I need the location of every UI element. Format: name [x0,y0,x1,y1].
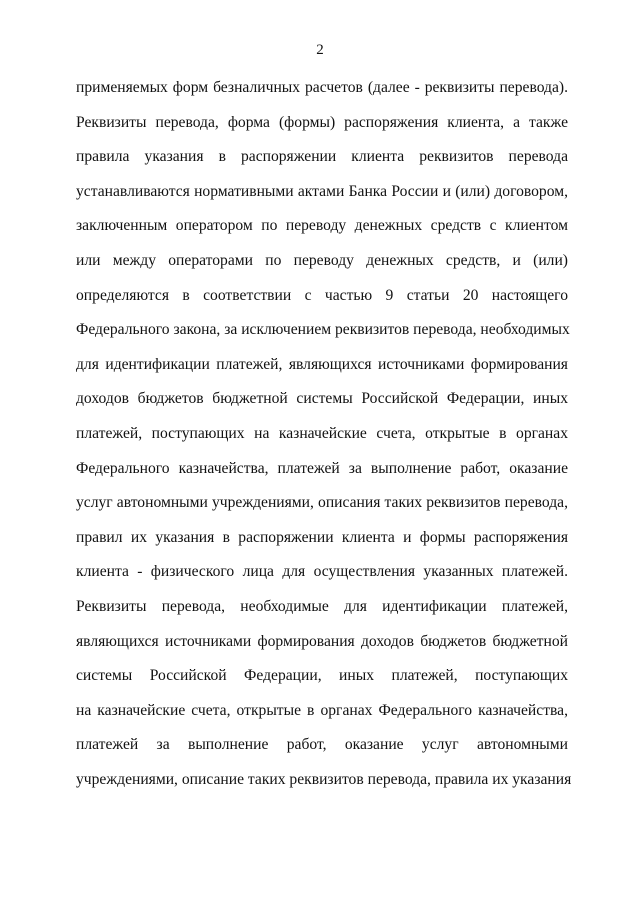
text-line: клиента - физического лица для осуществления указанных платежей. [76,563,568,581]
text-line: платежей, поступающих на казначейские счета, открытые в органах [76,424,568,442]
text-line: правила указания в распоряжении клиента реквизитов перевода [76,148,568,166]
text-line: Федерального казначейства, платежей за выполнение работ, оказание [76,459,568,477]
text-line: определяются в соответствии с частью 9 статьи 20 настоящего [76,286,568,304]
text-line: применяемых форм безналичных расчетов (далее - реквизиты перевода). [76,79,568,96]
text-line: являющихся источниками формирования доходов бюджетов бюджетной [76,632,568,650]
text-line: платежей за выполнение работ, оказание услуг автономными [76,736,568,754]
text-line: правил их указания в распоряжении клиента и формы распоряжения [76,528,568,546]
text-line: заключенным оператором по переводу денежных средств с клиентом [76,217,568,235]
text-line: услуг автономными учреждениями, описания таких реквизитов перевода, [76,494,568,512]
text-line: Реквизиты перевода, необходимые для идентификации платежей, [76,597,568,615]
text-line: Реквизиты перевода, форма (формы) распоряжения клиента, а также [76,113,568,131]
text-line: Федерального закона, за исключением реквизитов перевода, необходимых [76,321,570,339]
text-line: устанавливаются нормативными актами Банка России и (или) договором, [76,182,568,200]
text-line: для идентификации платежей, являющихся источниками формирования [76,355,568,373]
text-line: на казначейские счета, открытые в органах Федерального казначейства, [76,701,568,719]
text-line: доходов бюджетов бюджетной системы Российской Федерации, иных [76,390,568,408]
text-line: или между операторами по переводу денежных средств, и (или) [76,251,568,269]
text-line: системы Российской Федерации, иных платежей, поступающих [76,667,568,685]
text-line: учреждениями, описание таких реквизитов перевода, правила их указания [76,770,572,788]
page-number: 2 [316,42,324,58]
body-text [76,78,572,804]
